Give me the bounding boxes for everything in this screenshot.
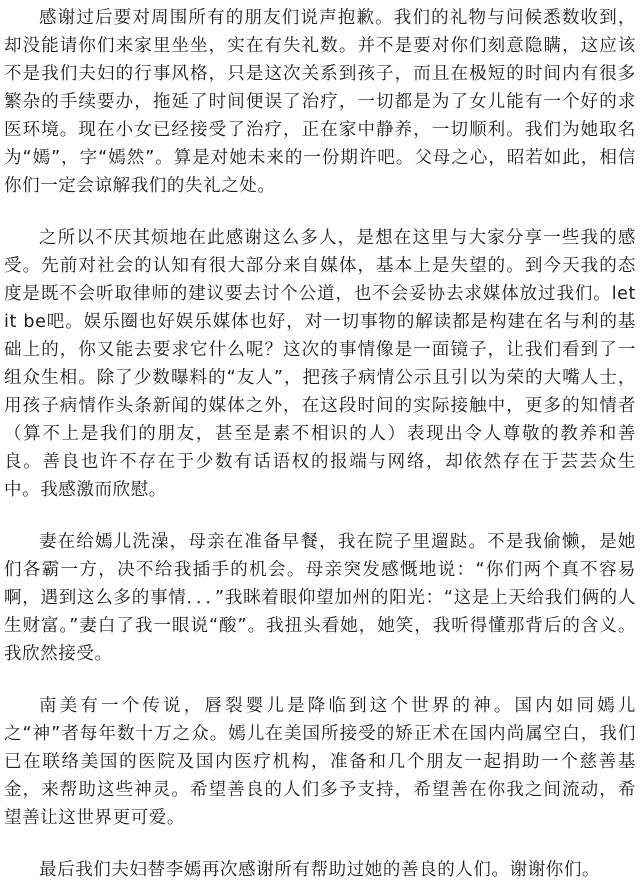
- paragraph-closing-thanks: 最后我们夫妇替李嫣再次感谢所有帮助过她的善良的人们。谢谢你们。: [39, 860, 601, 880]
- paragraph-family-morning: 妻在给嫣儿洗澡，母亲在准备早餐，我在院子里遛跶。不是我偷懒，是她们各霸一方，决不给我插手的机会。母亲突发感慨地说：“你们两个真不容易啊，遇到这么多的事情．．．”我眯着眼仰望加州的阳光：“这是上天给我们俩的人生财富。”妻白了我一眼说“酸”。我扭头看她，她笑，我听得懂那背后的含义。我欣然接受。: [4, 532, 636, 664]
- paragraph-charity: 南美有一个传说，唇裂婴儿是降临到这个世界的神。国内如同嫣儿之“神”者每年数十万之众。嫣儿在美国所接受的矫正术在国内尚属空白，我们已在联络美国的医院及国内医疗机构，准备和几个朋友一起捐助一个慈善基金，来帮助这些神灵。希望善良的人们多予支持，希望善在你我之间流动，希望善让这世界更可爱。: [4, 696, 636, 828]
- paragraph-apology: 感谢过后要对周围所有的朋友们说声抱歉。我们的礼物与问候悉数收到，却没能请你们来家里坐坐，实在有失礼数。并不是要对你们刻意隐瞒，这应该不是我们夫妇的行事风格，只是这次关系到孩子，而且在极短的时间内有很多繁杂的手续要办，拖延了时间便误了治疗，一切都是为了女儿能有一个好的求医环境。现在小女已经接受了治疗，正在家中静养，一切顺利。我们为她取名为“嫣”，字“嫣然”。算是对她未来的一份期许吧。父母之心，昭若如此，相信你们一定会谅解我们的失礼之处。: [4, 8, 636, 196]
- paragraph-reflection: 之所以不厌其烦地在此感谢这么多人，是想在这里与大家分享一些我的感受。先前对社会的认知有很大部分来自媒体，基本上是失望的。到今天我的态度是既不会听取律师的建议要去讨个公道，也不会妥协去求媒体放过我们。let it be吧。娱乐圈也好娱乐媒体也好，对一切事物的解读都是构建在名与利的基础上的，你又能去要求它什么呢？这次的事情像是一面镜子，让我们看到了一组众生相。除了少数曝料的“友人”，把孩子病情公示且引以为荣的大嘴人士，用孩子病情作头条新闻的媒体之外，在这段时间的实际接触中，更多的知情者（算不上是我们的朋友，甚至是素不相识的人）表现出令人尊敬的教养和善良。善良也许不存在于少数有话语权的报端与网络，却依然存在于芸芸众生中。我感激而欣慰。: [4, 228, 636, 500]
